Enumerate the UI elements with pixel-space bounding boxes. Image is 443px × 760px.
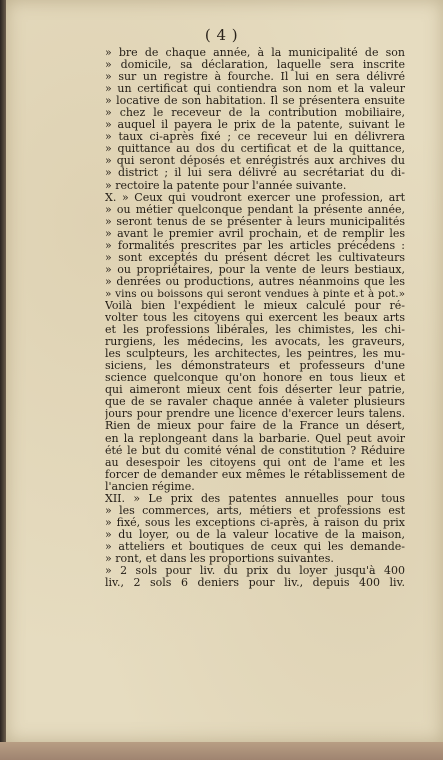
text-line: » domicile, sa déclaration, laquelle sera inscrite [105, 59, 405, 72]
text-line: » formalités prescrites par les articles précédens : [105, 239, 405, 252]
article-heading-line: X. » Ceux qui voudront exercer une profession, art [105, 191, 405, 204]
text-line: forcer de demander eux mêmes le rétablissement de [105, 468, 405, 481]
text-line: Voilà bien l'expédient le mieux calculé pour ré- [105, 299, 405, 312]
text-line: » avant le premier avril prochain, et de remplir les [105, 227, 405, 240]
text-line: Rien de mieux pour faire de la France un désert, [105, 420, 405, 433]
text-line: » 2 sols pour liv. du prix du loyer jusqu'à 400 [105, 565, 405, 578]
text-line: » denrées ou productions, autres néanmoins que les [105, 275, 405, 288]
text-line: » auquel il payera le prix de la patente, suivant le [105, 119, 405, 132]
text-line: été le but du comité vénal de constitution ? Réduire [105, 444, 405, 457]
page-number: ( 4 ) [204, 26, 239, 44]
text-line: » ront, et dans les proportions suivantes. [105, 552, 334, 565]
text-line: » taux ci-après fixé ; ce receveur lui en délivrera [105, 131, 405, 144]
text-line: science quelconque qu'on honore en tous lieux et [105, 372, 405, 385]
text-line: que de se ravaler chaque année à valeter plusieurs [105, 396, 405, 409]
text-line: » bre de chaque année, à la municipalité de son [105, 47, 405, 59]
text-line: au desespoir les citoyens qui ont de l'ame et les [105, 456, 405, 469]
text-line: » locative de son habitation. Il se présentera ensuite [105, 95, 405, 108]
text-line: et les professions libérales, les chimistes, les chi- [105, 324, 405, 337]
text-line: » chez le receveur de la contribution mobiliaire, [105, 107, 405, 120]
text-line: » sur un registre à fourche. Il lui en sera délivré [105, 71, 405, 84]
text-line: » ou métier quelconque pendant la présente année, [105, 203, 405, 216]
text-line: » quittance au dos du certificat et de la quittance, [105, 143, 405, 156]
text-line: » atteliers et boutiques de ceux qui les demande- [105, 540, 405, 553]
article-heading-line: XII. » Le prix des patentes annuelles pour tous [105, 492, 405, 505]
text-line: » seront tenus de se présenter à leurs municipalités [105, 215, 405, 228]
text-line: » du loyer, ou de la valeur locative de la maison, [105, 528, 405, 541]
text-line: » sont exceptés du présent décret les cultivateurs [105, 251, 405, 264]
text-line: liv., 2 sols 6 deniers pour liv., depuis 400 liv. [105, 577, 405, 590]
text-line: rurgiens, les médecins, les avocats, les graveurs, [105, 336, 405, 349]
text-line: en la replongeant dans la barbarie. Quel peut avoir [105, 432, 405, 445]
text-line: » fixé, sous les exceptions ci-après, à raison du prix [105, 516, 405, 529]
text-line: » district ; il lui sera délivré au secrétariat du di- [105, 167, 405, 180]
text-line: siciens, les démonstrateurs et professeurs d'une [105, 360, 405, 373]
text-line: jours pour prendre une licence d'exercer leurs talens. [105, 408, 405, 421]
text-line: » les commerces, arts, métiers et professions est [105, 504, 405, 517]
text-line: » ou propriétaires, pour la vente de leurs bestiaux, [105, 263, 405, 276]
text-line: » vins ou boissons qui seront vendues à pinte et à pot.» [105, 287, 405, 300]
text-line: » un certificat qui contiendra son nom et la valeur [105, 83, 405, 96]
body-text [105, 47, 405, 589]
text-line: qui aimeront mieux cent fois déserter leur patrie, [105, 384, 405, 397]
text-line: volter tous les citoyens qui exercent les beaux arts [105, 312, 405, 325]
text-line: » rectoire la patente pour l'année suivante. [105, 179, 347, 192]
text-line: les sculpteurs, les architectes, les peintres, les mu- [105, 348, 405, 361]
text-line: » qui seront déposés et enrégistrés aux archives du [105, 155, 405, 168]
text-line: l'ancien régime. [105, 480, 195, 493]
page-bottom-edge [0, 742, 443, 760]
